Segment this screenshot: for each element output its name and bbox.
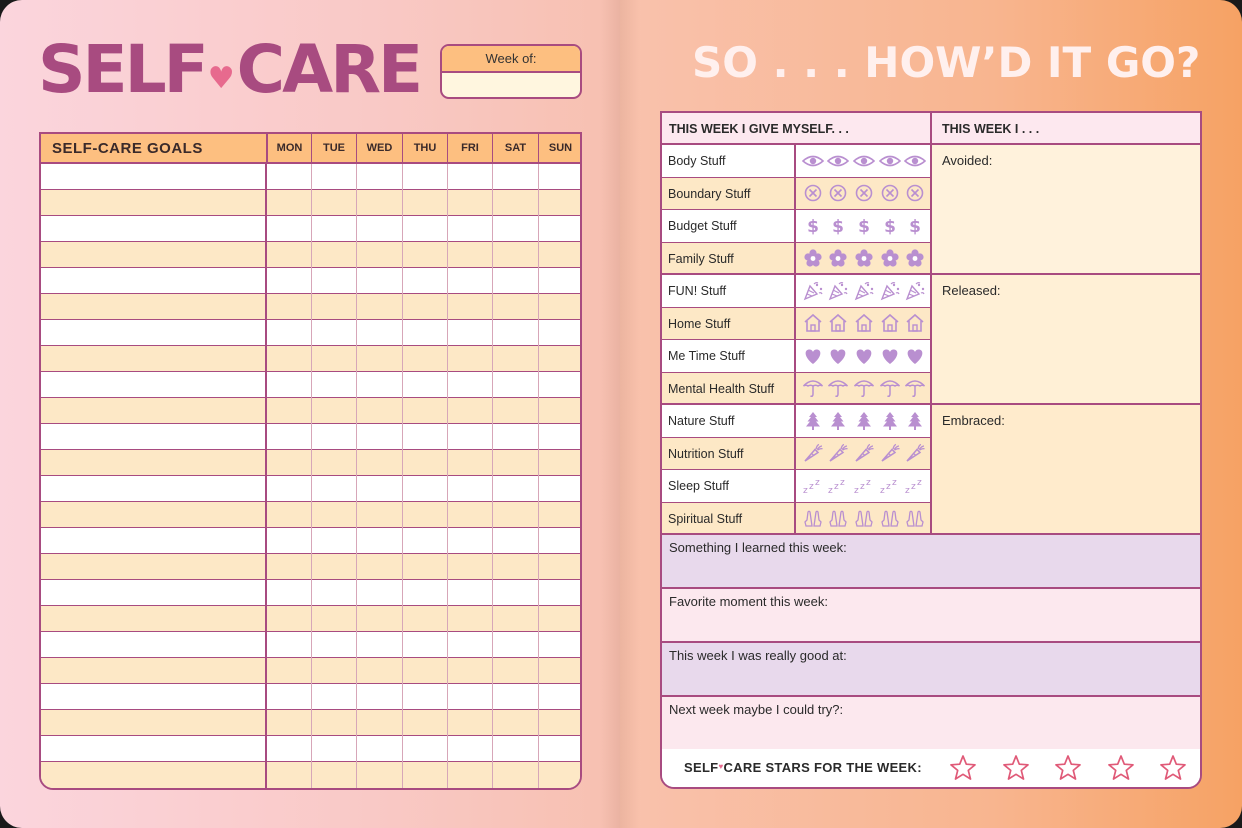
day-header-fri: FRI — [447, 134, 492, 162]
x-circle-icon[interactable] — [904, 183, 926, 203]
goals-header-label: SELF-CARE GOALS — [52, 140, 203, 157]
svg-text:z: z — [891, 477, 897, 488]
heart-icon[interactable] — [802, 346, 824, 366]
star-icon[interactable] — [948, 753, 978, 783]
carrot-icon[interactable] — [853, 443, 875, 463]
category-icons — [798, 275, 930, 307]
flower-icon[interactable] — [827, 248, 849, 268]
praying-hands-icon[interactable] — [879, 508, 901, 528]
day-divider — [538, 164, 539, 788]
svg-text:z: z — [814, 477, 820, 488]
category-label: Budget Stuff — [662, 210, 796, 242]
left-page — [0, 0, 620, 828]
day-divider — [447, 164, 448, 788]
heart-icon[interactable] — [853, 346, 875, 366]
praying-hands-icon[interactable] — [802, 508, 824, 528]
star-rating — [948, 753, 1188, 783]
svg-text:z: z — [865, 477, 871, 488]
day-header-tue: TUE — [311, 134, 356, 162]
right-page — [620, 0, 1242, 828]
category-label: Home Stuff — [662, 308, 796, 340]
star-icon[interactable] — [1001, 753, 1031, 783]
x-circle-icon[interactable] — [802, 183, 824, 203]
good-at-field[interactable] — [662, 643, 1200, 697]
party-popper-icon[interactable] — [827, 281, 849, 301]
category-row — [662, 373, 932, 406]
svg-text:$: $ — [806, 216, 819, 236]
svg-text:z: z — [853, 485, 859, 496]
flower-icon[interactable] — [802, 248, 824, 268]
dollar-icon[interactable] — [879, 216, 901, 236]
dollar-icon[interactable] — [827, 216, 849, 236]
day-header-sun: SUN — [538, 134, 582, 162]
house-icon[interactable] — [827, 313, 849, 333]
star-icon[interactable] — [1106, 753, 1136, 783]
day-header-sat: SAT — [492, 134, 538, 162]
tree-icon[interactable] — [802, 411, 824, 431]
day-header-wed: WED — [356, 134, 402, 162]
house-icon[interactable] — [879, 313, 901, 333]
svg-text:z: z — [917, 477, 922, 488]
category-icons — [798, 145, 930, 177]
category-icons — [798, 503, 930, 534]
party-popper-icon[interactable] — [802, 281, 824, 301]
svg-text:z: z — [808, 481, 814, 492]
umbrella-icon[interactable] — [879, 378, 901, 398]
category-label: Body Stuff — [662, 145, 796, 177]
umbrella-icon[interactable] — [827, 378, 849, 398]
category-icons — [798, 470, 930, 502]
learned-field[interactable] — [662, 535, 1200, 589]
eye-icon[interactable] — [827, 151, 849, 171]
category-label: Mental Health Stuff — [662, 373, 796, 404]
party-popper-icon[interactable] — [879, 281, 901, 301]
eye-icon[interactable] — [879, 151, 901, 171]
zzz-icon[interactable] — [904, 476, 926, 496]
day-divider — [356, 164, 357, 788]
dollar-icon[interactable] — [853, 216, 875, 236]
category-label: Me Time Stuff — [662, 340, 796, 372]
flower-icon[interactable] — [879, 248, 901, 268]
dollar-icon[interactable] — [802, 216, 824, 236]
stars-label — [684, 749, 922, 789]
category-icons — [798, 405, 930, 437]
tree-icon[interactable] — [904, 411, 926, 431]
day-divider — [492, 164, 493, 788]
week-of-label: Week of: — [442, 46, 580, 73]
zzz-icon[interactable] — [827, 476, 849, 496]
day-divider — [402, 164, 403, 788]
category-icons — [798, 210, 930, 242]
carrot-icon[interactable] — [827, 443, 849, 463]
category-row — [662, 405, 932, 438]
x-circle-icon[interactable] — [853, 183, 875, 203]
stars-label-rest: CARE STARS FOR THE WEEK: — [723, 760, 922, 775]
carrot-icon[interactable] — [904, 443, 926, 463]
svg-text:z: z — [834, 481, 840, 492]
category-label: Boundary Stuff — [662, 178, 796, 210]
weekly-review-table — [660, 111, 1202, 789]
category-row — [662, 470, 932, 503]
category-label: Family Stuff — [662, 243, 796, 274]
day-header-thu: THU — [402, 134, 447, 162]
svg-text:$: $ — [909, 216, 922, 236]
try-next-field[interactable] — [662, 697, 1200, 751]
party-popper-icon[interactable] — [904, 281, 926, 301]
page-title — [38, 31, 421, 119]
give-myself-header: THIS WEEK I GIVE MYSELF. . . — [662, 113, 932, 145]
stars-label-self: SELF — [684, 760, 719, 775]
dollar-icon[interactable] — [904, 216, 926, 236]
category-row — [662, 178, 932, 211]
category-row — [662, 243, 932, 276]
zzz-icon[interactable] — [802, 476, 824, 496]
avoided-label: Avoided: — [942, 153, 993, 168]
x-circle-icon[interactable] — [827, 183, 849, 203]
umbrella-icon[interactable] — [853, 378, 875, 398]
eye-icon[interactable] — [904, 151, 926, 171]
goals-table-header — [41, 134, 580, 164]
category-row — [662, 438, 932, 471]
star-icon[interactable] — [1053, 753, 1083, 783]
zzz-icon[interactable] — [853, 476, 875, 496]
category-label: Spiritual Stuff — [662, 503, 796, 534]
svg-text:z: z — [879, 485, 885, 496]
house-icon[interactable] — [853, 313, 875, 333]
praying-hands-icon[interactable] — [904, 508, 926, 528]
svg-text:z: z — [802, 485, 808, 496]
category-row — [662, 210, 932, 243]
title-heart-icon: ♥ — [207, 61, 235, 96]
week-of-box — [440, 44, 582, 99]
house-icon[interactable] — [802, 313, 824, 333]
self-care-goals-table — [39, 132, 582, 790]
title-care: CARE — [236, 31, 421, 108]
category-label: Nature Stuff — [662, 405, 796, 437]
zzz-icon[interactable] — [879, 476, 901, 496]
svg-text:z: z — [885, 481, 891, 492]
category-label: FUN! Stuff — [662, 275, 796, 307]
category-row — [662, 503, 932, 536]
svg-text:$: $ — [832, 216, 845, 236]
learned-label: Something I learned this week: — [669, 540, 847, 555]
week-of-field[interactable] — [442, 73, 580, 97]
eye-icon[interactable] — [802, 151, 824, 171]
svg-text:z: z — [859, 481, 865, 492]
try-next-label: Next week maybe I could try?: — [669, 702, 844, 717]
heart-icon[interactable] — [879, 346, 901, 366]
x-circle-icon[interactable] — [879, 183, 901, 203]
carrot-icon[interactable] — [879, 443, 901, 463]
flower-icon[interactable] — [853, 248, 875, 268]
umbrella-icon[interactable] — [802, 378, 824, 398]
category-icons — [798, 438, 930, 470]
category-label: Nutrition Stuff — [662, 438, 796, 470]
praying-hands-icon[interactable] — [853, 508, 875, 528]
embraced-label: Embraced: — [942, 413, 1005, 428]
favorite-moment-field[interactable] — [662, 589, 1200, 643]
svg-text:z: z — [905, 485, 910, 496]
party-popper-icon[interactable] — [853, 281, 875, 301]
category-label: Sleep Stuff — [662, 470, 796, 502]
tree-icon[interactable] — [827, 411, 849, 431]
house-icon[interactable] — [904, 313, 926, 333]
this-week-header: THIS WEEK I . . . — [932, 113, 1200, 145]
heart-icon[interactable] — [904, 346, 926, 366]
svg-text:z: z — [840, 477, 846, 488]
umbrella-icon[interactable] — [904, 378, 926, 398]
eye-icon[interactable] — [853, 151, 875, 171]
stars-heart-icon: ♥ — [718, 762, 724, 771]
svg-text:z: z — [911, 481, 916, 492]
svg-text:$: $ — [883, 216, 896, 236]
category-row — [662, 340, 932, 373]
star-icon[interactable] — [1158, 753, 1188, 783]
released-field[interactable] — [932, 275, 1200, 405]
category-icons — [798, 340, 930, 372]
tree-icon[interactable] — [879, 411, 901, 431]
praying-hands-icon[interactable] — [827, 508, 849, 528]
day-divider — [311, 164, 312, 788]
good-at-label: This week I was really good at: — [669, 648, 847, 663]
title-self: SELF — [38, 31, 206, 108]
heart-icon[interactable] — [827, 346, 849, 366]
category-icons — [798, 308, 930, 340]
day-header-mon: MON — [266, 134, 311, 162]
avoided-field[interactable] — [932, 145, 1200, 275]
flower-icon[interactable] — [904, 248, 926, 268]
category-icons — [798, 373, 930, 404]
category-icons — [798, 178, 930, 210]
embraced-field[interactable] — [932, 405, 1200, 535]
category-row — [662, 145, 932, 178]
svg-text:$: $ — [858, 216, 870, 236]
category-icons — [798, 243, 930, 274]
category-row — [662, 308, 932, 341]
category-row — [662, 275, 932, 308]
stars-row — [662, 749, 1200, 787]
tree-icon[interactable] — [853, 411, 875, 431]
favorite-moment-label: Favorite moment this week: — [669, 594, 828, 609]
goals-divider — [265, 164, 267, 788]
svg-text:z: z — [828, 485, 834, 496]
released-label: Released: — [942, 283, 1001, 298]
review-headline: SO . . . HOW’D IT GO? — [692, 38, 1201, 87]
carrot-icon[interactable] — [802, 443, 824, 463]
